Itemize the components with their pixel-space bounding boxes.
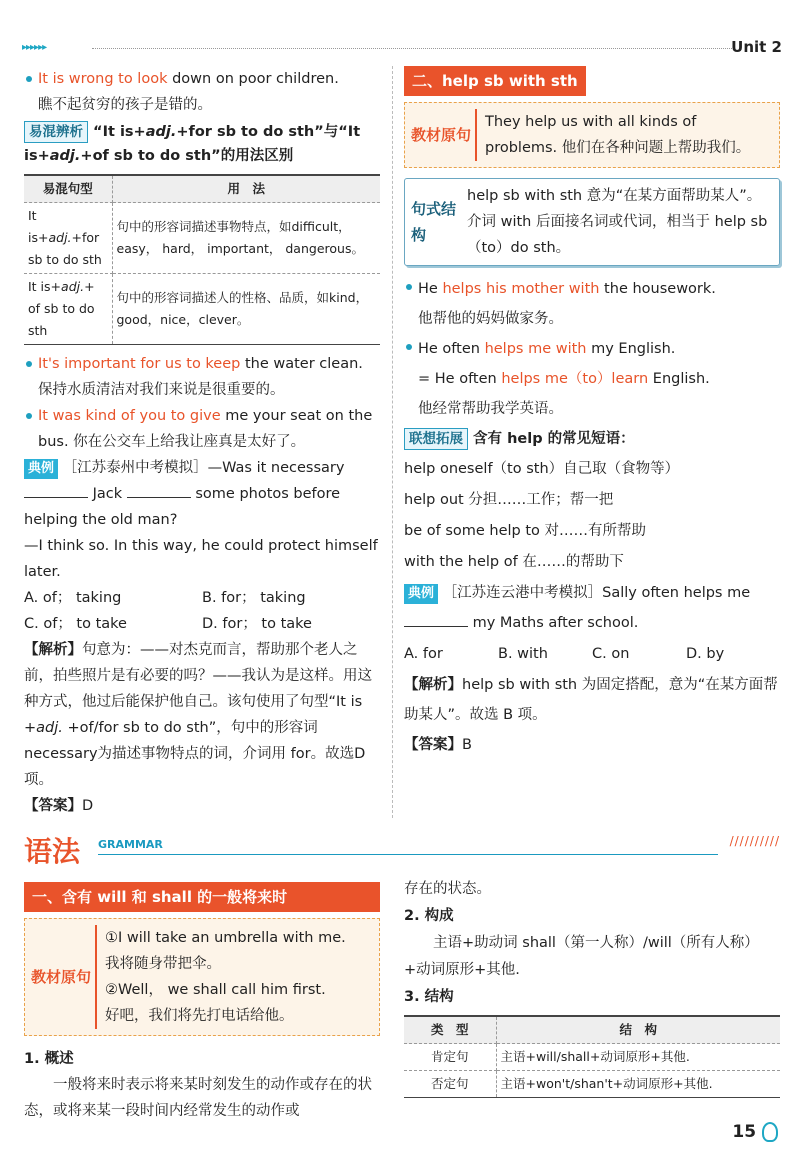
answer-value: D: [82, 798, 94, 814]
page-header: [22, 38, 782, 60]
explanation-text: help sb with sth 为固定搭配，意为“在某方面帮助某人”。故选 B 项。: [404, 677, 778, 723]
unit-label: Unit 2: [731, 38, 782, 56]
textbook-label: 教材原句: [31, 968, 92, 986]
table-cell: 句中的形容词描述人的性格、品质，如kind，good，nice，clever。: [112, 274, 380, 345]
list-item: be of some help to 对……有所帮助: [404, 523, 647, 539]
confusion-text-3: +of sb to do sth”的用法区别: [80, 148, 294, 164]
phrase-list: [404, 454, 780, 578]
grammar-subtitle: GRAMMAR: [98, 838, 163, 851]
table-cell: 句中的形容词描述事物特点，如difficult， easy， hard， important， dangerous。: [112, 203, 380, 274]
structure-paragraph: 主语+助动词 shall（第一人称）/will（所有人称）+动词原形+其他.: [404, 935, 759, 978]
example-3-rest: me your seat on the bus.: [38, 408, 373, 450]
explanation-text: 句意为：——对杰克而言，帮助那个老人之前，拍些照片是有必要的吗？——我认为是这样。用这种方式，他过后能保护他自己。该句使用了句型“It is +: [24, 642, 372, 736]
option-b: B. for； taking: [202, 590, 306, 606]
text: He often: [418, 341, 485, 357]
example-2-rest: the water clean.: [240, 356, 363, 372]
exercise-reply: —I think so. In this way, he could protect himself later.: [24, 538, 378, 580]
structure-box: [404, 178, 780, 266]
example-help-2-cn: 他经常帮助我学英语。: [418, 401, 563, 417]
exercise-text: my Maths after school.: [468, 615, 639, 631]
structure-table: [404, 1015, 780, 1098]
confusion-heading: [24, 120, 380, 168]
table-header-pattern: 易混句型: [24, 175, 112, 203]
example-1: [24, 66, 380, 92]
exercise-source: ［江苏泰州中考模拟］: [62, 460, 208, 476]
extension-text: 含有 help 的常见短语：: [468, 431, 635, 447]
slash-decoration: //////////: [729, 834, 780, 848]
cell-text: It is+: [28, 208, 49, 245]
column-divider: [392, 66, 393, 818]
line: ①I will take an umbrella with me.: [105, 930, 346, 946]
example-3-highlight: It was kind of you to give: [38, 408, 221, 424]
bottom-left-column: [24, 882, 380, 1124]
explanation-label: 【解析】: [404, 677, 462, 693]
line: 好吧，我们将先打电话给他。: [105, 1008, 294, 1024]
textbook-box: [404, 102, 780, 168]
example-help-1-cn: 他帮他的妈妈做家务。: [418, 311, 563, 327]
cell-adj: adj.: [48, 230, 72, 245]
example-3-cn: 你在公交车上给我让座真是太好了。: [73, 434, 306, 450]
exercise-text: —Was it necessary: [207, 460, 345, 476]
text: English.: [648, 371, 710, 387]
confusion-adj-2: adj.: [49, 148, 81, 164]
extension-heading: [404, 424, 780, 454]
exercise-tag: 典例: [404, 584, 438, 604]
list-item: help out 分担……工作；帮一把: [404, 492, 614, 508]
table-cell: 主语+won't/shan't+动词原形+其他.: [496, 1071, 780, 1098]
textbook-box: [24, 918, 380, 1036]
table-cell: [24, 203, 112, 274]
explanation-adj: adj.: [36, 720, 63, 736]
option-a: A. of； taking: [24, 590, 122, 606]
exercise-options: [24, 585, 380, 637]
example-help-2b: [404, 364, 780, 394]
line: ②Well， we shall call him first.: [105, 982, 326, 998]
highlight: helps me（to）learn: [501, 371, 649, 387]
list-item: help oneself（to sth）自己取（食物等）: [404, 461, 680, 477]
structure-label: 句式结构: [411, 200, 457, 244]
example-2: [24, 351, 380, 377]
example-2-highlight: It's important for us to keep: [38, 356, 241, 372]
comparison-table: [24, 174, 380, 345]
text: = He often: [418, 371, 502, 387]
table-header-structure: 结 构: [496, 1016, 780, 1044]
cell-text: It is+: [28, 279, 62, 294]
exercise-text: Jack: [92, 486, 123, 502]
table-row: [404, 1044, 780, 1071]
section-heading-1: 1. 概述: [24, 1051, 74, 1067]
text: He: [418, 281, 443, 297]
section-heading-3: 3. 结构: [404, 989, 454, 1005]
section-bar: 二、help sb with sth: [404, 66, 586, 96]
option-d: D. by: [686, 646, 725, 662]
left-column: [24, 66, 380, 819]
exercise-text: some photos before helping the old man?: [24, 486, 341, 528]
table-row: [404, 1071, 780, 1098]
text: my English.: [586, 341, 676, 357]
bottom-right-column: [404, 876, 780, 1098]
grammar-banner: [24, 832, 780, 868]
table-row: [24, 203, 380, 274]
exercise-question: [404, 578, 780, 638]
blank-line: [404, 613, 468, 627]
example-2-cn: 保持水质清洁对我们来说是很重要的。: [38, 382, 285, 398]
exercise-tag: 典例: [24, 459, 58, 479]
right-column: [404, 66, 780, 760]
textbook-lines: [95, 925, 373, 1029]
highlight: helps me with: [484, 341, 587, 357]
answer: [404, 730, 780, 760]
table-row: [24, 274, 380, 345]
section-heading-2: 2. 构成: [404, 908, 454, 924]
overview-paragraph: 一般将来时表示将来某时刻发生的动作或存在的状态，或将来某一段时间内经常发生的动作或: [24, 1077, 372, 1119]
cell-text: + of sb to do sth: [28, 279, 95, 338]
example-3: [24, 403, 380, 455]
table-cell: 主语+will/shall+动词原形+其他.: [496, 1044, 780, 1071]
option-a: A. for: [404, 646, 443, 662]
confusion-text-2: +for sb to do sth”与“It is+: [24, 124, 361, 164]
table-cell: 肯定句: [404, 1044, 496, 1071]
table-cell: 否定句: [404, 1071, 496, 1098]
balloon-icon: [762, 1122, 778, 1142]
example-1-rest: down on poor children.: [167, 71, 339, 87]
answer-label: 【答案】: [404, 737, 462, 753]
example-help-1: [404, 274, 780, 304]
confusion-tag: 易混辨析: [24, 121, 88, 143]
blank-line: [24, 484, 88, 498]
example-help-2: [404, 334, 780, 364]
option-c: C. of； to take: [24, 616, 127, 632]
answer: [24, 793, 380, 819]
explanation: [404, 670, 780, 730]
text: the housework.: [599, 281, 716, 297]
cell-text: +for sb to do sth: [28, 230, 102, 267]
confusion-text-1: “It is+: [88, 124, 146, 140]
grammar-rule: [98, 854, 718, 855]
explanation: [24, 637, 380, 793]
list-item: with the help of 在……的帮助下: [404, 554, 624, 570]
textbook-text: They help us with all kinds of problems. 他们在各种问题上帮助我们。: [475, 109, 773, 161]
header-rule: [92, 48, 732, 49]
section-bar: 一、含有 will 和 shall 的一般将来时: [24, 882, 380, 912]
table-cell: [24, 274, 112, 345]
table-header-type: 类 型: [404, 1016, 496, 1044]
exercise-question: [24, 455, 380, 533]
page-number: [732, 1122, 778, 1142]
exercise-text: Sally often helps me: [602, 585, 751, 601]
textbook-label: 教材原句: [411, 126, 472, 144]
table-header-usage: 用 法: [112, 175, 380, 203]
confusion-adj-1: adj.: [145, 124, 177, 140]
page-number-text: 15: [732, 1122, 757, 1142]
example-1-cn: 瞧不起贫穷的孩子是错的。: [38, 97, 212, 113]
option-b: B. with: [498, 646, 548, 662]
blank-line: [127, 484, 191, 498]
option-d: D. for； to take: [202, 616, 312, 632]
answer-value: B: [462, 737, 472, 753]
example-1-highlight: It is wrong to look: [38, 71, 168, 87]
structure-text: help sb with sth 意为“在某方面帮助某人”。介词 with 后面接名词或代词，相当于 help sb（to）do sth。: [467, 188, 768, 256]
line: 我将随身带把伞。: [105, 956, 221, 972]
extension-tag: 联想拓展: [404, 428, 468, 450]
arrow-decoration-icon: ▸▸▸▸▸▸: [22, 42, 47, 53]
exercise-source: ［江苏连云港中考模拟］: [442, 585, 603, 601]
explanation-text-2: +of/for sb to do sth”，句中的形容词necessary为描述事物特点的词，介词用 for。故选D 项。: [24, 720, 366, 788]
exercise-options: [404, 638, 780, 670]
explanation-label: 【解析】: [24, 642, 82, 658]
paragraph-continued: 存在的状态。: [404, 881, 491, 897]
grammar-title: 语法: [24, 835, 81, 868]
option-c: C. on: [592, 646, 630, 662]
highlight: helps his mother with: [442, 281, 600, 297]
answer-label: 【答案】: [24, 798, 82, 814]
cell-adj: adj.: [61, 279, 85, 294]
